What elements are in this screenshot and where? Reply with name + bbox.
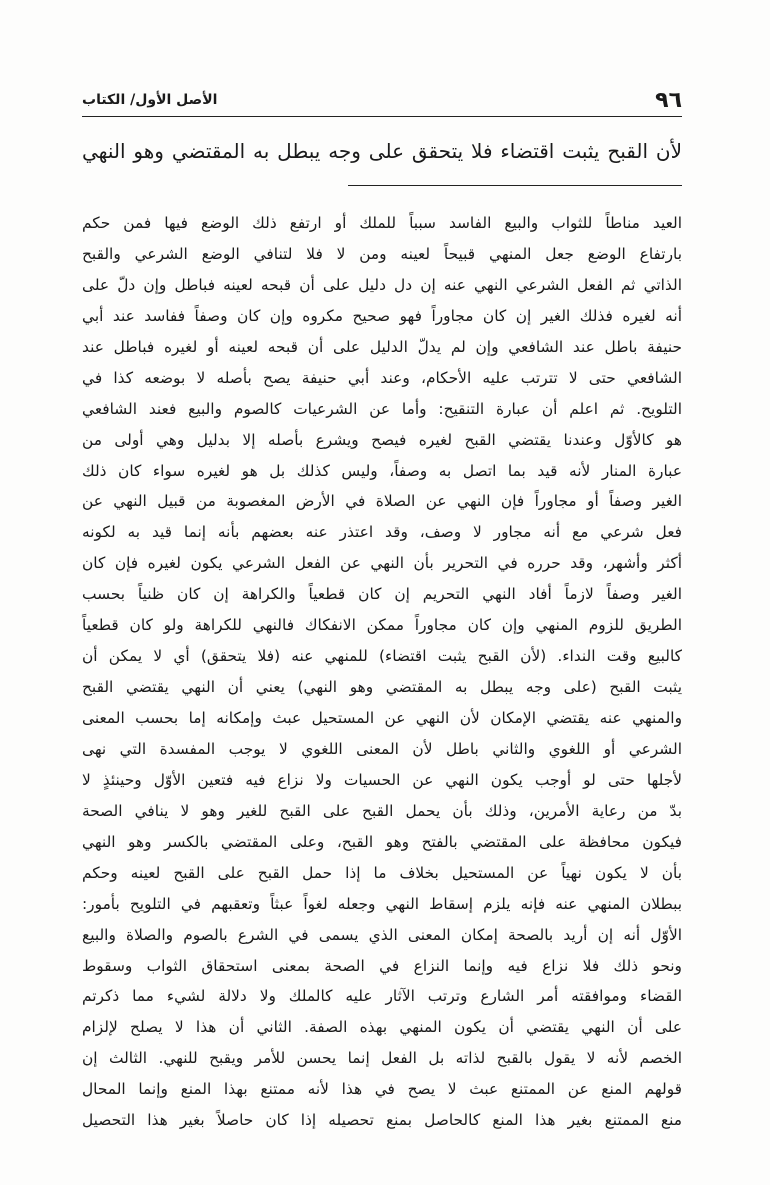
text-line: عبارة المنار لأنه قيد بما اتصل به وصفاً، وليس كذلك بل هو لغيره سواء كان ذلك [82,461,682,480]
page-header [82,88,682,118]
text-line: الغير وصفاً لازماً أفاد النهي التحريم إن كان قطعياً والكراهة إن كان ظنياً بحسب [82,585,682,604]
text-line: والمنهي عنه يقتضي الإمكان لأن النهي عن المستحيل عبث وإمكانه إما بحسب المعنى [82,709,682,727]
text-line: قولهم المنع عن الممتنع عبث لا يصح في هذا لأنه ممتنع بهذا المنع وإنما المحال [82,1080,682,1099]
page-number: ٩٦ [655,88,682,113]
header-rule [82,116,682,117]
matn-line: لأن القبح يثبت اقتضاء فلا يتحقق على وجه يبطل به المقتضي وهو النهي [82,139,682,163]
text-line: الطريق للزوم المنهي وإن كان مجاوراً ممكن الانفكاك فالنهي للكراهة ولو كان قطعياً [82,616,682,635]
text-line: بدّ من رعاية الأمرين، وذلك بأن يحمل القبح على القبح للغير وهو لا ينافي الصحة [82,801,682,820]
text-line: لأجلها حتى لو أوجب يكون النهي عن الحسيات ولا نزاع فيه فتعين الأوّل وحينئذٍ لا [82,770,682,789]
commentary-text [82,208,682,1136]
text-line: التلويح. ثم اعلم أن عبارة التنقيح: وأما عن الشرعيات كالصوم والبيع فعند الشافعي [82,399,682,418]
text-line: على أن النهي يقتضي أن يكون المنهي بهذه الصفة. الثاني أن هذا لا يصلح لإلزام [82,1018,682,1037]
section-separator [348,185,682,186]
text-line: يثبت القبح (على وجه يبطل به المقتضي وهو النهي) يعني أن النهي يقتضي القبح [82,678,682,697]
text-line: بأن لا يكون نهياً عن المستحيل بخلاف ما إذا حمل القبح على القبح لعينه وحكم [82,863,682,882]
text-line: حنيفة باطل عند الشافعي وإن لم يدلّ الدليل على أن قبحه لعينه أو لغيره فباطل عند [82,337,682,356]
text-line: بارتفاع الوضع جعل المنهي قبيحاً لعينه ومن لا فلا لتنافي الوضع الشرعي والقبح [82,244,682,263]
text-line: الغير وصفاً أو مجاوراً فإن النهي عن الصلاة في الأرض المغصوبة من قبيل النهي عن [82,492,682,511]
text-line: ونحو ذلك فلا نزاع فيه وإنما النزاع في الصحة بمعنى استحقاق الثواب وسقوط [82,956,682,975]
text-line: هو كالأوّل وعندنا يقتضي القبح لغيره فيصح ويشرع بأصله إلا بدليل وهي أولى من [82,430,682,449]
text-line: الذاتي ثم الفعل الشرعي النهي عنه إن دل دليل على أن قبحه لعينه فباطل وإن دلّ على [82,275,682,294]
text-line: أكثر وأشهر، وقد حرره في التحرير بأن النهي عن الفعل الشرعي يكون لغيره فإن كان [82,554,682,573]
text-line: كالبيع وقت النداء. (لأن القبح يثبت اقتضاء) للمنهي عنه (فلا يتحقق) أي لا يمكن أن [82,647,682,666]
text-line: الأوّل أنه إن أريد بالصحة إمكان المعنى الذي يسمى في الشرع بالصوم والصلاة والبيع [82,925,682,944]
running-title: الأصل الأول/ الكتاب [82,92,218,108]
text-line: ببطلان المنهي عنه فإنه يلزم إسقاط النهي وجعله لغواً عبثاً وتعقبهم في التلويح بأمور: [82,894,682,913]
text-line: الخصم لأنه لا يقول بالقبح لذاته بل الفعل إنما يحسن للأمر ويقبح للنهي. الثالث إن [82,1049,682,1068]
text-line: أنه لغيره فذلك الغير إن كان مجاوراً فهو صحيح مكروه وإن كان وصفاً ففاسد عند أبي [82,306,682,325]
text-line: فيكون محافظة على المقتضي بالفتح وهو القبح، وعلى المقتضي بالكسر وهو النهي [82,832,682,851]
text-line: الشافعي حتى لا تترتب عليه الأحكام، وعند أبي حنيفة يصح بأصله لا بوضعه كذا في [82,368,682,387]
text-line: فعل شرعي مع أنه مجاور لا وصف، وقد اعتذر عنه بعضهم بأنه إنما قيد به لكونه [82,523,682,542]
text-line: الشرعي أو اللغوي والثاني باطل لأن المعنى اللغوي لا يوجب المفسدة التي نهى [82,739,682,758]
text-line: العيد مناطاً للثواب والبيع الفاسد سبباً للملك أو ارتفع ذلك الوضع فيها فمن حكم [82,214,682,232]
text-line: القضاء وموافقته أمر الشارع وترتب الآثار عليه كالملك ولا دلالة لشيء مما ذكرتم [82,987,682,1006]
text-line: منع الممتنع بغير هذا المنع كالحاصل بمنع تحصيله إذا كان حاصلاً بغير هذا التحصيل [82,1111,682,1130]
